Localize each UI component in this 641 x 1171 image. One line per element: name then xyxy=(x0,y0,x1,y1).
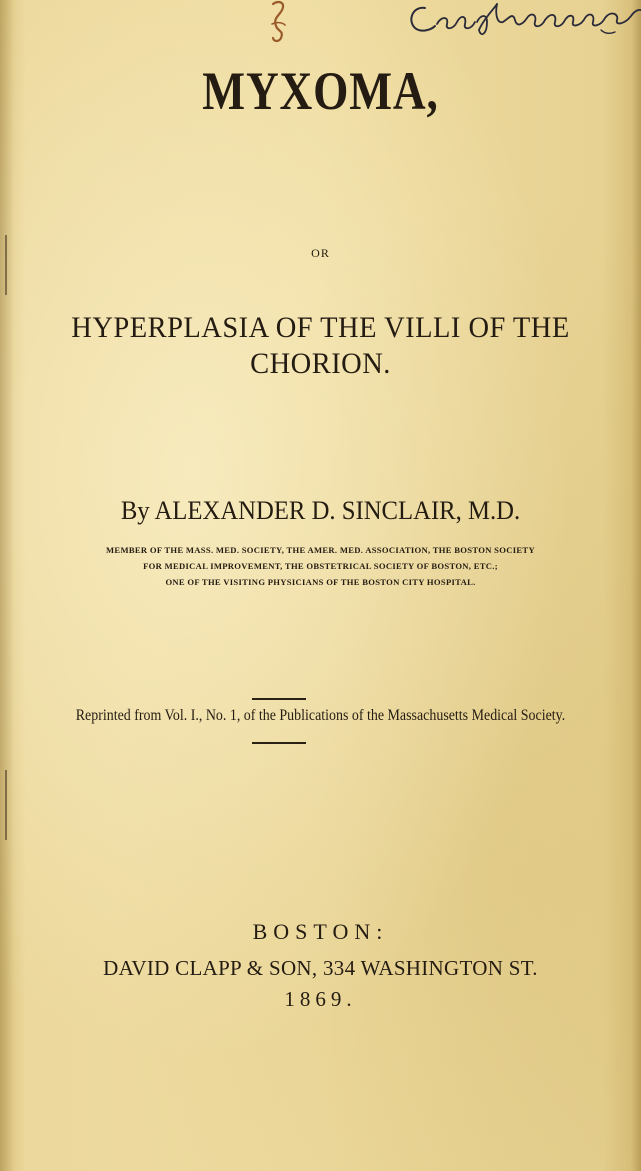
reprint-note: Reprinted from Vol. I., No. 1, of the Publications of the Massachusetts Medical Society. xyxy=(75,707,566,724)
margin-mark xyxy=(5,235,7,295)
subtitle-line-2: CHORION. xyxy=(250,347,391,380)
divider-rule-top xyxy=(252,698,306,700)
divider-rule-bottom xyxy=(252,742,306,744)
credentials-line-3: ONE OF THE VISITING PHYSICIANS OF THE BOSTON CITY HOSPITAL. xyxy=(165,577,476,587)
subtitle-line-1: HYPERPLASIA OF THE VILLI OF THE xyxy=(71,311,570,344)
title-conjunction: OR xyxy=(311,246,330,260)
publisher-line: DAVID CLAPP & SON, 334 WASHINGTON ST. xyxy=(103,956,538,980)
author-line: By ALEXANDER D. SINCLAIR, M.D. xyxy=(120,496,521,525)
publication-year: 1869. xyxy=(284,987,357,1011)
handwritten-mark xyxy=(264,0,294,44)
publication-city: BOSTON: xyxy=(252,919,389,944)
credentials-line-2: FOR MEDICAL IMPROVEMENT, THE OBSTETRICAL SOCIETY OF BOSTON, ETC.; xyxy=(143,561,498,571)
margin-mark xyxy=(5,770,7,840)
handwritten-signature xyxy=(405,0,641,40)
author-credentials xyxy=(0,542,641,590)
credentials-line-1: MEMBER OF THE MASS. MED. SOCIETY, THE AMER. MED. ASSOCIATION, THE BOSTON SOCIETY xyxy=(106,545,535,555)
document-title: MYXOMA, xyxy=(202,61,439,121)
